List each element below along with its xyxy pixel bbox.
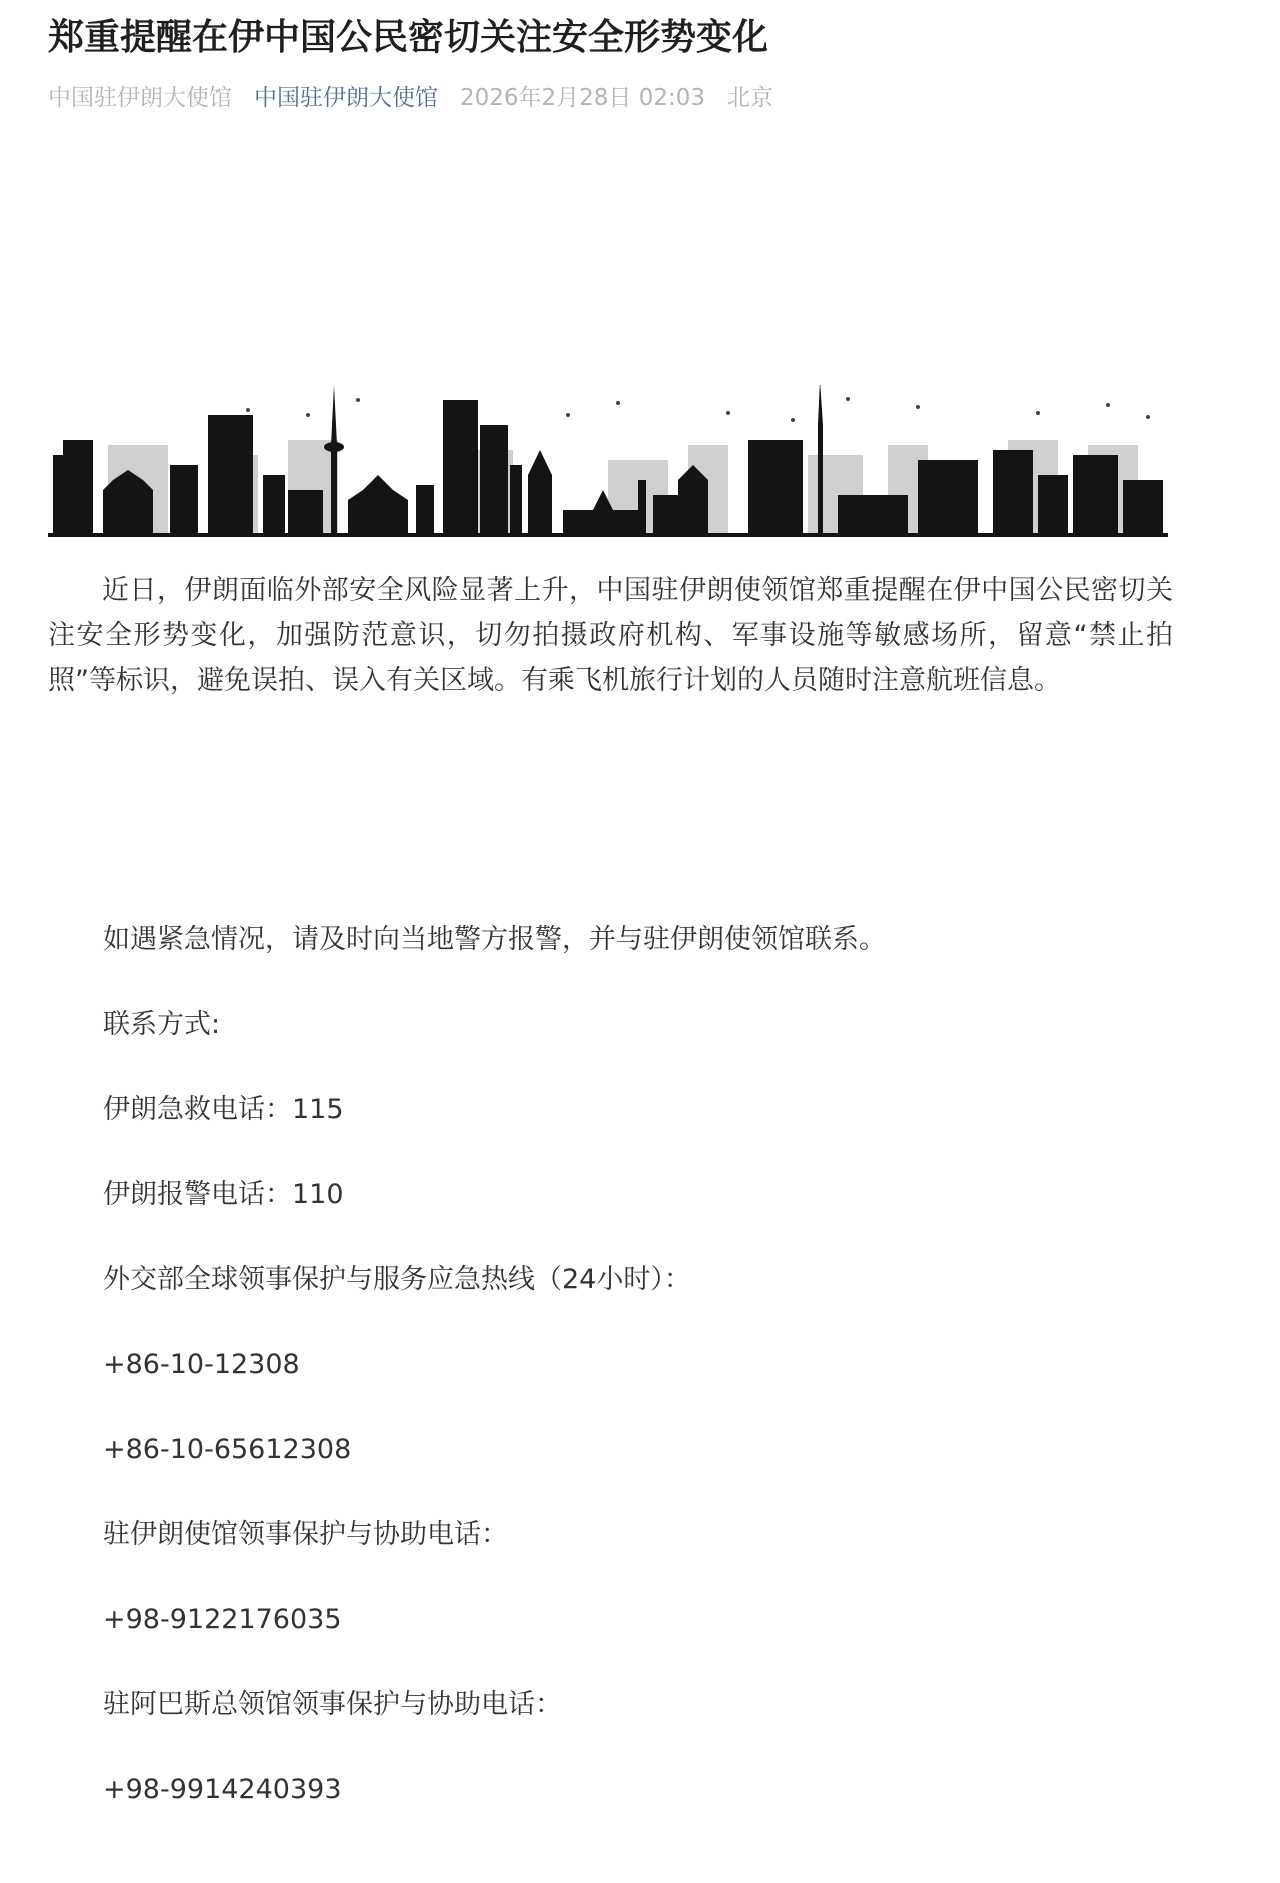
embassy-phone: +98-9122176035 [103, 1604, 342, 1635]
account-name-link[interactable]: 中国驻伊朗大使馆 [254, 85, 438, 111]
police-phone: 伊朗报警电话：110 [103, 1179, 344, 1210]
publish-location: 北京 [727, 85, 774, 111]
article-meta [48, 78, 773, 118]
article-author: 中国驻伊朗大使馆 [48, 85, 232, 111]
ambulance-phone: 伊朗急救电话：115 [103, 1094, 344, 1125]
publish-date: 2026年2月28日 02:03 [460, 85, 706, 111]
emergency-instruction: 如遇紧急情况，请及时向当地警方报警，并与驻伊朗使领馆联系。 [103, 924, 886, 955]
embassy-label: 驻伊朗使馆领事保护与协助电话： [103, 1519, 508, 1550]
hotline-number-1: +86-10-12308 [103, 1349, 300, 1380]
hotline-label: 外交部全球领事保护与服务应急热线（24小时）： [103, 1264, 691, 1295]
hotline-number-2: +86-10-65612308 [103, 1434, 352, 1465]
city-skyline-image [48, 385, 1168, 545]
contact-heading: 联系方式: [103, 1009, 221, 1040]
consulate-phone: +98-9914240393 [103, 1774, 342, 1805]
article-title: 郑重提醒在伊中国公民密切关注安全形势变化 [48, 17, 769, 58]
intro-paragraph: 近日，伊朗面临外部安全风险显著上升，中国驻伊朗使领馆郑重提醒在伊中国公民密切关注安全形势变化，加强防范意识，切勿拍摄政府机构、军事设施等敏感场所，留意“禁止拍照”等标识，避免误拍、误入有关区域。有乘飞机旅行计划的人员随时注意航班信息。 [48, 575, 1173, 696]
skyline-stars [246, 397, 1150, 422]
consulate-label: 驻阿巴斯总领馆领事保护与协助电话： [103, 1689, 562, 1720]
